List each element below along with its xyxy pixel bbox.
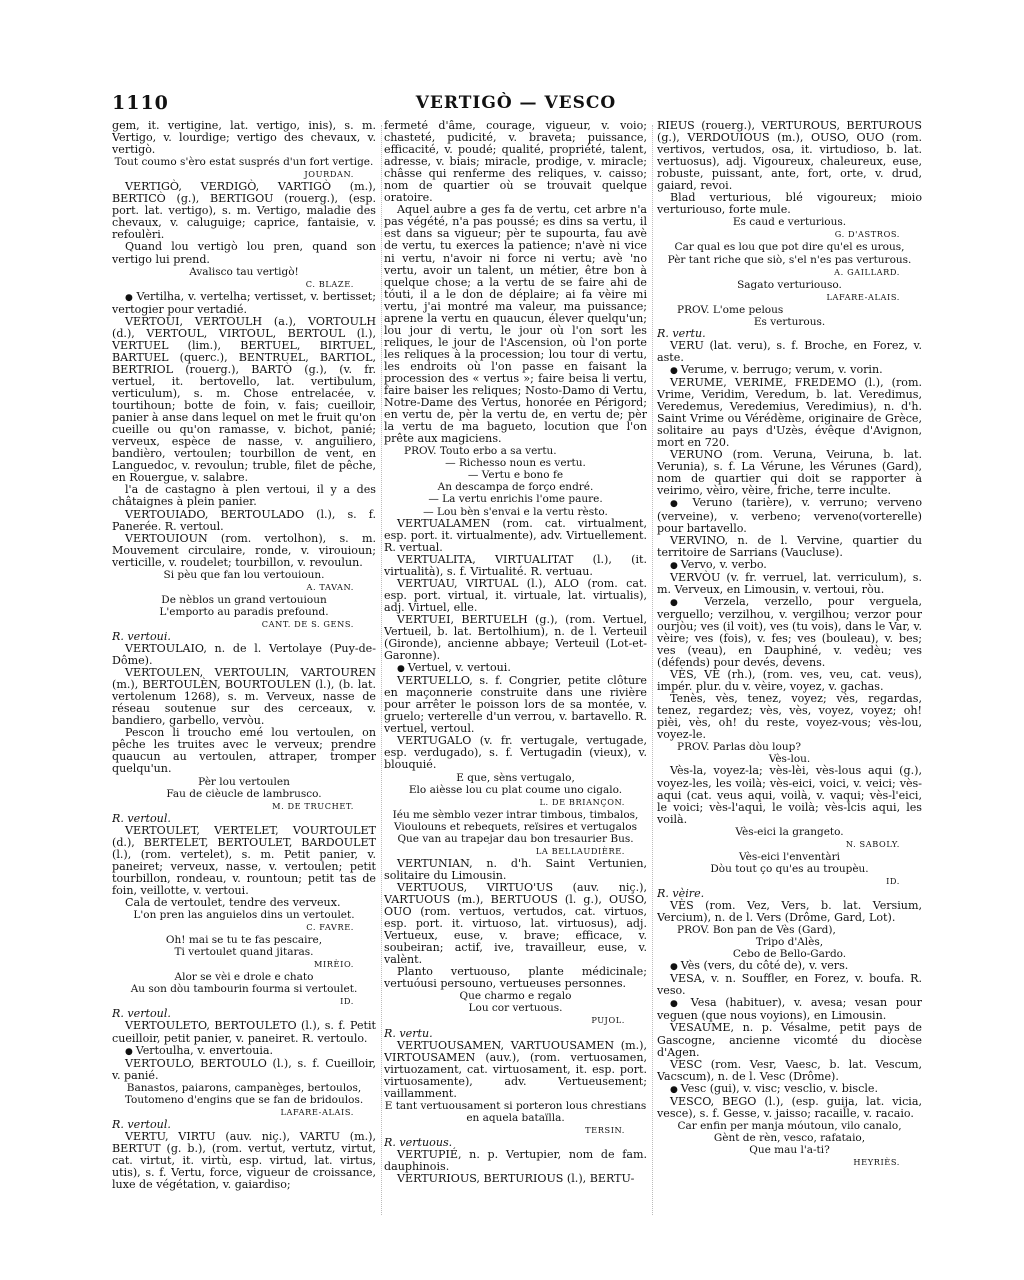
quotation-line: Vès-eici l'enventàri (739, 850, 840, 863)
dictionary-entry: VERTOUI, VERTOULH (a.), VORTOULH (d.), VERTOUL, VIRTOUL, BERTOUL (l.), VERTUEL (lim.), BERTUEL, BIRTUEL, BARTUEL (querc.), BENTRUEL, BARTIOL, BERTRIOL (rouerg.), BARTÒ (g.), (v. fr. vertuel, it. bertovello, lat. vertibulum, verticulum), s. m. Chose entrelacée, v. tourtihoun; botte de foin, v. fais; cueilloir, panier à anse dans lequel on met le fruit qu'on cueille ou qu'on ramasse, v. bichot, panié; verveux, espèce de nasse, v. anguiliero, bandièro, vertoulen; tourbillon de vent, en Languedoc, v. revoulun; truble, filet de pêche, en Rouergue, v. salabre. (112, 314, 376, 485)
dictionary-entry: VÈS (rom. Vez, Vers, b. lat. Versium, Vercium), n. de l. Vers (Drôme, Gard, Lot). (657, 899, 922, 925)
quotation-line: Dòu tout ço qu'es au troupèu. (710, 862, 869, 875)
column-middle (384, 120, 647, 1220)
quotation-line: Que charmo e regalo (459, 990, 572, 1003)
bullet-entry: ● Veruno (tarière), v. verruno; verveno (verveine), v. verbeno; verveno(vorterelle) pour bartavello. (657, 497, 922, 534)
bullet-entry: ● Vès (vers, du côté de), v. vers. (657, 960, 922, 973)
root-reference: R. vertu. (384, 1026, 433, 1040)
root-reference: R. vertoui. (112, 629, 171, 643)
column-divider (652, 125, 653, 1215)
quotation-source: TERSIN. (585, 1124, 625, 1135)
quotation-line: Avalisco tau vertigò! (189, 265, 299, 278)
bullet-entry: ● Verume, v. berrugo; verum, v. vorin. (657, 364, 922, 377)
bullet-entry: ● Vesc (gui), v. visc; vesclio, v. biscle. (657, 1083, 922, 1096)
quotation-line: Es verturous. (753, 315, 826, 328)
dictionary-entry: VERTUALAMEN (rom. cat. virtualment, esp. port. it. virtualmente), adv. Virtuellement. R. vertual. (384, 516, 647, 554)
quotation-source: ID. (886, 875, 900, 886)
dictionary-entry: VERTOULO, BERTOULO (l.), s. f. Cueilloir, v. panié. (112, 1056, 376, 1082)
entry-continuation: fermeté d'âme, courage, vigueur, v. voio; chasteté, pudicité, v. braveta; puissance, efficacité, v. poudé; qualité, propriété, talent, adresse, v. biais; miracle, prodige, v. miracle; châsse qui renferme des reliques, v. caisso; nom de quartier où se trouvait quelque oratoire. (384, 120, 647, 205)
dictionary-entry: VERTUAU, VIRTUAL (l.), ALO (rom. cat. esp. port. virtual, it. virtuale, lat. virtualis), adj. Virtuel, elle. (384, 576, 647, 614)
dictionary-entry: VESA, v. n. Souffler, en Forez, v. boufa. R. veso. (657, 972, 922, 998)
dictionary-entry: VERTOUIOUN (rom. vertolhon), s. m. Mouvement circulaire, ronde, v. virouioun; verticille, v. roudelet; tourbillon, v. revoulun. (112, 531, 376, 569)
page-header (112, 92, 920, 114)
quotation-line: Tripo d'Alès, (755, 936, 824, 949)
quotation-line: Pèr tant riche que siò, s'el n'es pas verturous. (667, 253, 912, 266)
quotation-line: Fau de cièucle de lambrusco. (166, 787, 322, 800)
quotation-line: Que mau l'a-ti? (749, 1143, 830, 1156)
dictionary-entry: VERTIGÒ, VERDIGÒ, VARTIGÒ (m.), BERTICÒ (g.), BERTIGOU (rouerg.), (esp. port. lat. vertigo), s. m. Vertigo, maladie des chevaux, v. caluguige; caprice, fantaisie, v. refoulèri. (112, 180, 376, 242)
dictionary-entry: VERTUGALO (v. fr. vertugale, vertugade, esp. verdugado), s. f. Vertugadin (vieux), v. blouquié. (384, 734, 647, 772)
quotation-line: Ti vertoulet quand jitaras. (174, 946, 314, 959)
quotation-source: C. BLAZE. (305, 278, 354, 289)
page-number: 1110 (112, 92, 169, 114)
bullet-entry: ● Verzela, verzello, pour verguela, verguello; verzilhou, v. vergilhou; verzor pour ourjòu; ves (il voit), ves (tu vois), dans le Var, v. vèire; ves (fois), v. fes; ves (bouleau), v. bes; ves (veau), en Dauphiné, v. vedèu; ves (défends) pour devés, devens. (657, 596, 922, 669)
quotation-source: LA BELLAUDIÈRE. (535, 845, 625, 856)
dictionary-entry: VESAUME, n. p. Vésalme, petit pays de Gascogne, ancienne vicomté du diocèse d'Agen. (657, 1021, 922, 1059)
quotation-source: CANT. DE S. GENS. (261, 618, 354, 629)
root-reference: R. vertoul. (112, 811, 171, 825)
quotation-source: A. GAILLARD. (834, 266, 900, 277)
dictionary-entry: Blad verturious, blé vigoureux; mioio verturiouso, forte mule. (657, 191, 922, 217)
dictionary-entry: Tenès, vès, tenez, voyez; vès, regardas, tenez, regardez; vès, vès, voyez, voyez; oh! pièi, vès, oh! du reste, voyez-vous; vès-lou, voyez-le. (657, 692, 922, 742)
quotation-source: MIRÈIO. (313, 959, 354, 970)
quotation-line: Gènt de rèn, vesco, rafataio, (713, 1131, 866, 1144)
dictionary-entry: VERTUPIÉ, n. p. Vertupier, nom de fam. dauphinois. (384, 1147, 647, 1174)
dictionary-entry: VERTOUIADO, BERTOULADO (l.), s. f. Panerée. R. vertoul. (112, 507, 376, 533)
dictionary-entry: VERTURIOUS, BERTURIOUS (l.), BERTU- (397, 1172, 635, 1186)
quotation-source: LAFARE-ALAIS. (826, 291, 900, 302)
dictionary-entry: VERVÒU (v. fr. verruel, lat. verriculum), s. m. Verveux, en Limousin, v. vertoui, ròu. (657, 570, 922, 596)
quotation-line: en aquela bataïlla. (466, 1111, 565, 1124)
bullet-entry: ● Vertilha, v. vertelha; vertisset, v. bertisset; vertogier pour vertadié. (112, 291, 376, 316)
dictionary-entry: VERUNO (rom. Veruna, Veiruna, b. lat. Verunia), s. f. La Vérune, les Vérunes (Gard), nom de quartier qui doit se rapporter à veirimo, vèiro, vèire, friche, terre inculte. (657, 448, 922, 498)
quotation-line: Vès-lou. (768, 753, 811, 766)
dictionary-entry: VERTUELLO, s. f. Congrier, petite clôture en maçonnerie construite dans une rivière pour arrêter le poisson lors de sa montée, v. gruelo; verterelle d'un verrou, v. bartavello. R. vertuel, vertoul. (384, 674, 647, 736)
root-reference: R. vertoul. (112, 1007, 171, 1021)
quotation-line: — Lou bèn s'envai e la vertu rèsto. (423, 505, 608, 518)
dictionary-entry: Aquel aubre a ges fa de vertu, cet arbre n'a pas végété, n'a pas poussé; es dins sa vertu, il est dans sa vigueur; pèr te supourta, fau avè de vertu, tu exerces la patience; n'avè ni vice ni vertu, n'avoir ni force ni vertu; avè 'no vertu, avoir un talent, un métier, être bon à quelque chose; a la vertu de se faire ahi de tóuti, il a le don de déplaire; ai fa vèire mi vertu, j'ai montré ma valeur, ma puissance; aprene la vertu en quaucun, élever quelqu'un; lou jour di vertu, le jour où l'on sort les reliques, le jour de l'Ascension, où l'on porte les reliques à la procession; lou tour di vertu, les endroits où l'on passe en faisant la procession des « vertus »; faire beisa li vertu, faire baiser les reliques; Nosto-Damo di Vertu, Notre-Dame des Vertus, honorée en Périgord; en vertu de, pèr la vertu de, en vertu de; pèr la vertu de ma bagueto, locution que l'on prête aux magiciens. (384, 203, 647, 446)
quotation-line: Pèr lou vertoulen (198, 775, 290, 788)
quotation-source: A. TAVAN. (306, 581, 354, 592)
bullet-entry: ● Vertuel, v. vertoui. (384, 662, 647, 675)
quotation-line: Toutomeno d'engins que se fan de bridoulos. (124, 1093, 364, 1106)
quotation-line: Banastos, paiarons, campanèges, bertoulos, (126, 1081, 362, 1094)
quotation-source: ID. (340, 996, 354, 1007)
dictionary-entry: Quand lou vertigò lou pren, quand son vertigo lui prend. (112, 240, 376, 266)
quotation-line: Iéu me sèmblo vezer intrar timbous, timbalos, (392, 808, 639, 821)
dictionary-entry: VERTUALITA, VIRTUALITAT (l.), (it. virtualità), s. f. Virtualité. R. vertuau. (384, 552, 647, 578)
bullet-entry: ● Vervo, v. verbo. (657, 559, 922, 572)
quotation-line: Car enfin per manja móutoun, vilo canalo, (677, 1119, 902, 1132)
quotation-source: PUJOL. (591, 1015, 625, 1026)
dictionary-entry: VERTU, VIRTU (auv. niç.), VARTU (m.), BERTUT (g. b.), (rom. vertut, vertutz, virtut, cat. virtut, it. virtù, esp. virtud, lat. virtus, utis), s. f. Vertu, force, vigueur de croissance, luxe de végétation, v. gaiardiso; (112, 1129, 376, 1192)
quotation-line: Vioulouns et rebequets, reïsires et vertugalos (394, 820, 637, 833)
dictionary-entry: VERTUOUSAMEN, VARTUOUSAMEN (m.), VIRTOUSAMEN (auv.), (rom. vertuosamen, virtuozament, cat. virtuosament, it. esp. port. virtuosamente), adv. Vertueusement; vaillamment. (384, 1038, 647, 1100)
dictionary-entry: VERTOULET, VERTELET, VOURTOULET (d.), BERTELET, BERTOULET, BARDOULET (l.), (rom. vertelet), s. m. Petit panier, v. paneiret; verveux, nasse, v. vertoulen; petit tourbillon, rondeau, v. rountoun; petit tas de foin, veillotte, v. vertoui. (112, 823, 376, 897)
dictionary-entry: Planto vertuouso, plante médicinale; vertuóusi persouno, vertueuses personnes. (384, 965, 647, 991)
bullet-entry: ● Vertoulha, v. envertouia. (112, 1045, 376, 1058)
quotation-line: Elo aièsse lou cu plat coume uno cigalo. (408, 783, 623, 796)
quotation-line: — Richesso noun es vertu. (445, 457, 586, 470)
root-reference: R. vèire. (657, 886, 705, 900)
quotation-source: JOURDAN. (304, 169, 354, 180)
root-reference: R. vertu. (657, 326, 706, 340)
quotation-line: Si pèu que fan lou vertouioun. (163, 568, 325, 581)
bullet-entry: ● Vesa (habituer), v. avesa; vesan pour veguen (que nous voyions), en Limousin. (657, 997, 922, 1022)
proverb-line: PROV. Bon pan de Vès (Gard), (677, 924, 836, 937)
running-head: VERTIGÒ — VESCO (415, 93, 617, 113)
dictionary-entry: Cala de vertoulet, tendre des verveux. (125, 896, 341, 909)
dictionary-entry: VERVINO, n. de l. Vervine, quartier du territoire de Sarrians (Vaucluse). (657, 533, 922, 559)
quotation-line: Sagato verturiouso. (737, 278, 842, 291)
column-divider (381, 125, 382, 1215)
dictionary-entry: Pescon li troucho emé lou vertoulen, on pêche les truites avec le verveux; prendre quaucun au vertoulen, attraper, tromper quelqu'un. (112, 726, 376, 776)
dictionary-entry: VERTOULAIO, n. de l. Vertolaye (Puy-de-Dôme). (112, 642, 376, 668)
proverb-line: PROV. Touto erbo a sa vertu. (404, 445, 557, 458)
quotation-source: L. DE BRIANÇON. (539, 796, 625, 807)
dictionary-entry: VESCO, BEGO (l.), (esp. guija, lat. vicia, vesce), s. f. Gesse, v. jaisso; racaille, v. racaio. (657, 1094, 922, 1120)
quotation-line: L'on pren las anguielos dins un vertoulet. (133, 909, 355, 922)
proverb-line: PROV. Parlas dòu loup? (677, 741, 801, 754)
quotation-line: Es caud e verturious. (732, 216, 847, 229)
dictionary-entry: VERTUEI, BERTUELH (g.), (rom. Vertuel, Vertueil, b. lat. Bertolhium), n. de l. Verteuil (Gironde), ancienne abbaye; Verteuil (Lot-et-Garonne). (384, 612, 647, 663)
entry-continuation: RIÉUS (rouerg.), VERTUROUS, BERTUROUS (g.), VERDOUIOUS (m.), OUSO, OUO (rom. vertivos, vertudos, osa, it. virtudioso, b. lat. vertuosus), adj. Vigoureux, chaleureux, euse, robuste, puissant, ante, fort, orte, v. drud, gaiard, revoi. (657, 120, 922, 193)
root-reference: R. vertoul. (112, 1117, 171, 1131)
entry-continuation: gem, it. vertigine, lat. vertigo, inis), s. m. Vertigo, v. lourdige; vertigo des chevaux, v. vertigò. (112, 120, 376, 157)
dictionary-entry: VERTOULETO, BERTOULETO (l.), s. f. Petit cueilloir, petit panier, v. paneiret. R. vertoulo. (112, 1019, 376, 1045)
quotation-source: LAFARE-ALAIS. (280, 1106, 354, 1117)
dictionary-entry: Vès-la, voyez-la; vès-lèi, vès-lous aqui (g.), voyez-les, les voilà; vès-eici, voici, v. veici; vès-aqui (cat. veus aqui, voilà, v. vaqui; vès-l'eici, le voici; vès-l'aqui, le voilà; vès-lcis aqui, les voilà. (657, 764, 922, 826)
dictionary-entry: VERTUOUS, VIRTUO'US (auv. niç.), VARTUOUS (m.), BERTUOUS (l. g.), OUSO, OUO (rom. vertuos, vertudos, cat. virtuos, esp. port. it. virtuoso, lat. virtuosus), adj. Vertueux, euse, v. brave; efficace, v. soubeiran; actif, ive, travailleur, euse, v. valènt. (384, 880, 647, 967)
quotation-line: Car qual es lou que pot dire qu'el es urous, (674, 241, 905, 254)
column-right (657, 120, 922, 1220)
quotation-line: E que, sèns vertugalo, (456, 771, 575, 784)
quotation-source: G. D'ASTROS. (834, 229, 900, 240)
column-left (112, 120, 376, 1220)
quotation-line: An descampa de forço endré. (437, 481, 594, 494)
proverb-line: PROV. L'ome pelous (677, 303, 784, 316)
quotation-source: N. SABOLY. (845, 838, 900, 849)
quotation-line: De nèblos un grand vertouioun (161, 593, 327, 606)
dictionary-entry: VERU (lat. veru), s. f. Broche, en Forez, v. aste. (657, 338, 922, 364)
root-reference: R. vertuous. (384, 1135, 453, 1149)
dictionary-entry: VERUME, VERIME, FREDEMO (l.), (rom. Vrime, Veridim, Veredum, b. lat. Veredimus, Veredemus, Veredemius, Veredimius), n. d'h. Saint Vrime ou Vérédème, originaire de Grèce, solitaire au pays d'Uzès, évêque d'Avignon, mort en 720. (657, 375, 922, 450)
quotation-line: Oh! mai se tu te fas pescaire, (165, 934, 323, 947)
quotation-line: Tout coumo s'èro estat susprés d'un fort vertige. (114, 156, 374, 169)
dictionary-entry: VERTUNIAN, n. d'h. Saint Vertunien, solitaire du Limousin. (384, 856, 647, 882)
quotation-line: E tant vertuousament si porteron lous chrestians (384, 1099, 647, 1112)
quotation-line: — La vertu enrichis l'ome paure. (428, 493, 603, 506)
quotation-line: L'emporto au paradis prefound. (159, 605, 329, 618)
quotation-source: C. FAVRE. (306, 922, 354, 933)
quotation-source: HEYRIÈS. (853, 1156, 900, 1167)
dictionary-entry: VESC (rom. Vesr, Vaesc, b. lat. Vescum, Vacscum), n. de l. Vesc (Drôme). (657, 1057, 922, 1083)
dictionary-entry: l'a de castagno à plen vertoui, il y a des châtaignes à plein panier. (112, 483, 376, 509)
quotation-line: Au son dòu tambourin fourma si vertoulet. (130, 983, 358, 996)
dictionary-entry: VERTOULEN, VERTOULIN, VARTOUREN (m.), BERTOULÈN, BOURTOULEN (l.), (b. lat. vertolenum 1268), s. m. Verveux, nasse de réseau soutenue sur des cerceaux, v. bandiero, garbello, vervòu. (112, 666, 376, 728)
quotation-line: — Vertu e bono fe (467, 469, 564, 482)
quotation-line: Que van au trapejar dau bon tresaurier Bus. (397, 832, 634, 845)
quotation-line: Alor se vèi e drole e chato (174, 971, 314, 984)
dictionary-entry: VÈS, VÈ (rh.), (rom. ves, veu, cat. veus), impér. plur. du v. vèire, voyez, v. gachas. (657, 668, 922, 694)
quotation-line: Cebo de Bello-Gardo. (732, 948, 847, 961)
quotation-source: M. DE TRUCHET. (272, 800, 354, 811)
quotation-line: Vès-eici la grangeto. (735, 825, 844, 838)
quotation-line: Lou cor vertuous. (468, 1002, 563, 1015)
